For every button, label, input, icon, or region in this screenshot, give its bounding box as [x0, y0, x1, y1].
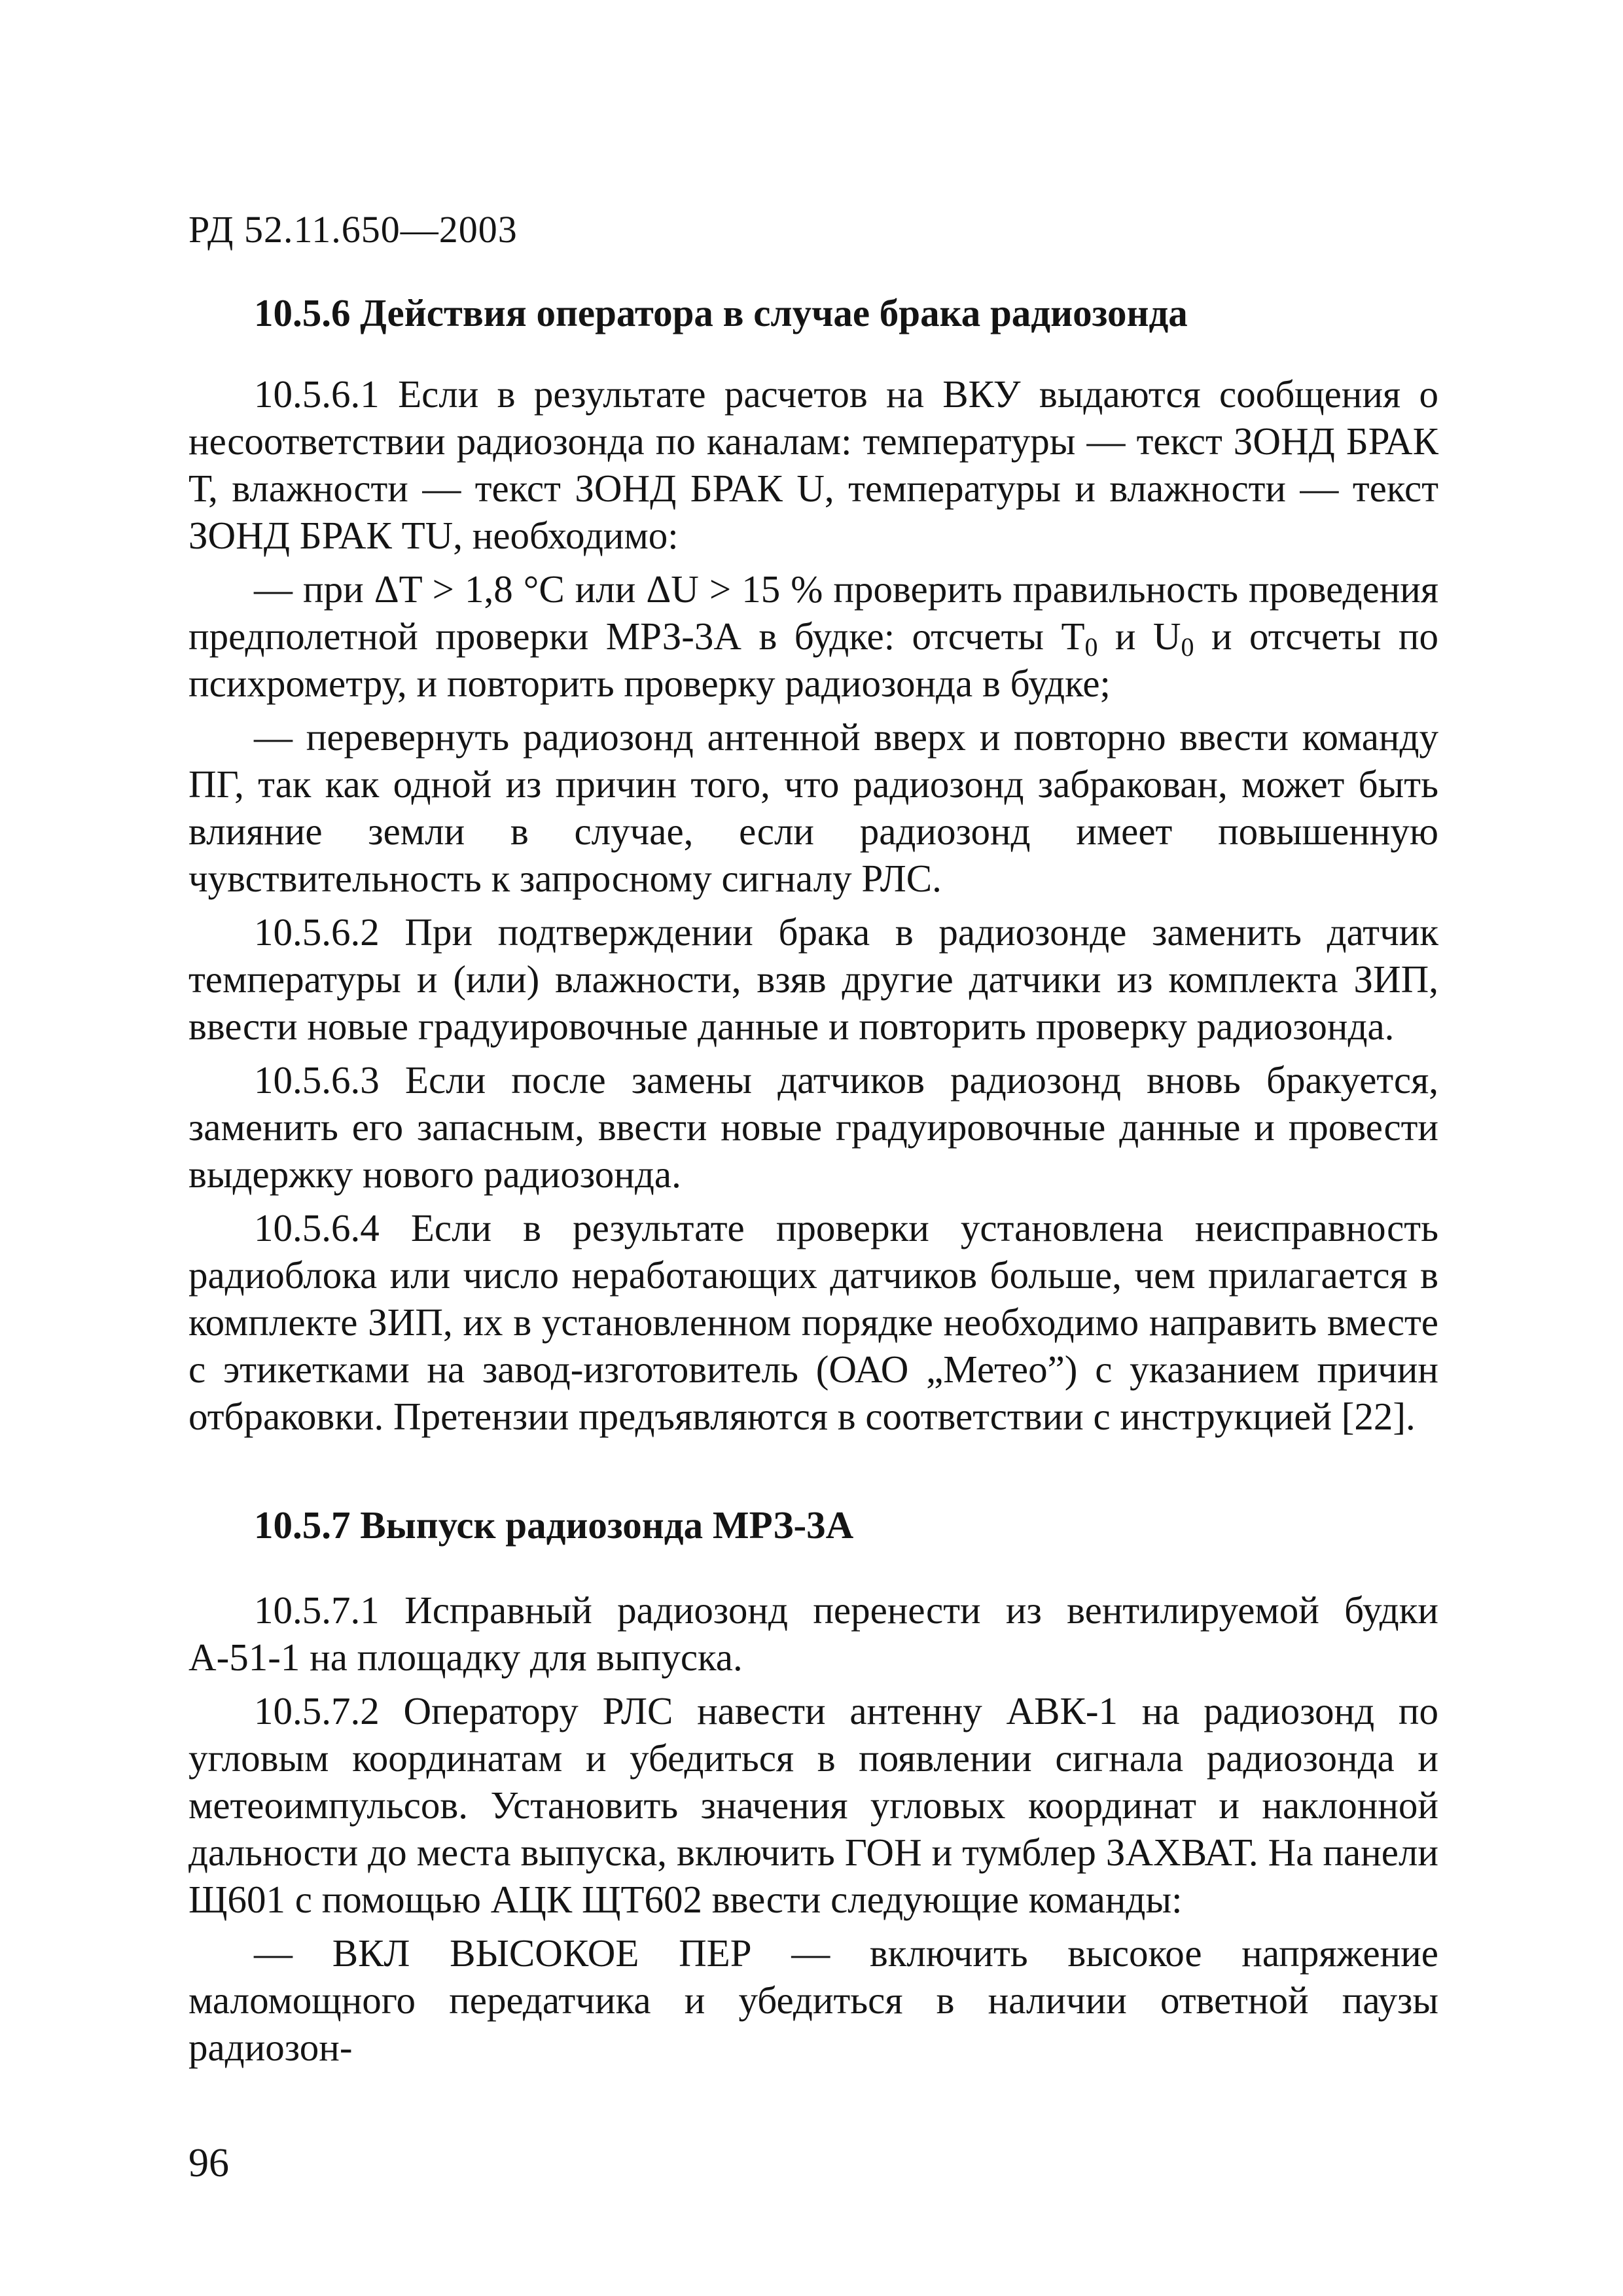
section-heading: 10.5.7 Выпуск радиозонда МРЗ-3А: [254, 1503, 854, 1547]
paragraph: 10.5.7.2 Оператору РЛС навести антенну АВК-1 на радиозонд по угловым координатам и убедиться в появлении сигнала радиозонда и метеоимпульсов. Установить значения угловых координат и наклонной дальности до места выпуска, включить ГОН и тумблер ЗАХВАТ. На панели Щ601 с помощью АЦК ЩТ602 ввести следующие команды:: [188, 1689, 1438, 1921]
paragraph: [188, 565, 1438, 707]
paragraph-text: и отсчеты по психрометру, и повторить проверку радиозонда в будке;: [188, 615, 1438, 705]
paragraph: 10.5.6.3 Если после замены датчиков радиозонд вновь бракуется, заменить его запасным, ввести новые градуировочные данные и провести выдержку нового радиозонда.: [188, 1058, 1438, 1196]
paragraph: 10.5.6.2 При подтверждении брака в радиозонде заменить датчик температуры и (или) влажности, взяв другие датчики из комплекта ЗИП, ввести новые градуировочные данные и повторить проверку радиозонда.: [188, 910, 1438, 1048]
paragraph: 10.5.6.4 Если в результате проверки установлена неисправность радиоблока или число неработающих датчиков больше, чем прилагается в комплекте ЗИП, их в установленном порядке необходимо направить вместе с этикетками на завод-изготовитель (ОАО „Метео”) с указанием причин отбраковки. Претензии предъявляются в соответствии с инструкцией [22].: [188, 1206, 1438, 1438]
paragraph-text: и U: [1097, 615, 1181, 658]
paragraph: 10.5.7.1 Исправный радиозонд перенести из вентилируемой будки А-51-1 на площадку для выпуска.: [188, 1588, 1438, 1679]
subscript: 0: [1181, 632, 1194, 662]
paragraph: — перевернуть радиозонд антенной вверх и повторно ввести команду ПГ, так как одной из причин того, что радиозонд забракован, может быть влияние земли в случае, если радиозонд имеет повышенную чувствительность к запросному сигналу РЛС.: [188, 715, 1438, 900]
paragraph: — ВКЛ ВЫСОКОЕ ПЕР — включить высокое напряжение маломощного передатчика и убедиться в наличии ответной паузы радиозон-: [188, 1931, 1438, 2069]
document-header: РД 52.11.650—2003: [188, 208, 518, 251]
paragraph: 10.5.6.1 Если в результате расчетов на ВКУ выдаются сообщения о несоответствии радиозонда по каналам: температуры — текст ЗОНД БРАК Т, влажности — текст ЗОНД БРАК U, температуры и влажности — текст ЗОНД БРАК TU, необходимо:: [188, 372, 1438, 557]
page-number: 96: [188, 2141, 229, 2185]
section-heading: 10.5.6 Действия оператора в случае брака радиозонда: [254, 291, 1188, 334]
document-body: [188, 288, 1438, 2071]
subscript: 0: [1084, 632, 1098, 662]
paragraph-text: — при ΔT > 1,8 °С или ΔU > 15 % проверить правильность проведения предполетной проверки МРЗ-3А в будке: отсчеты T: [188, 567, 1438, 658]
